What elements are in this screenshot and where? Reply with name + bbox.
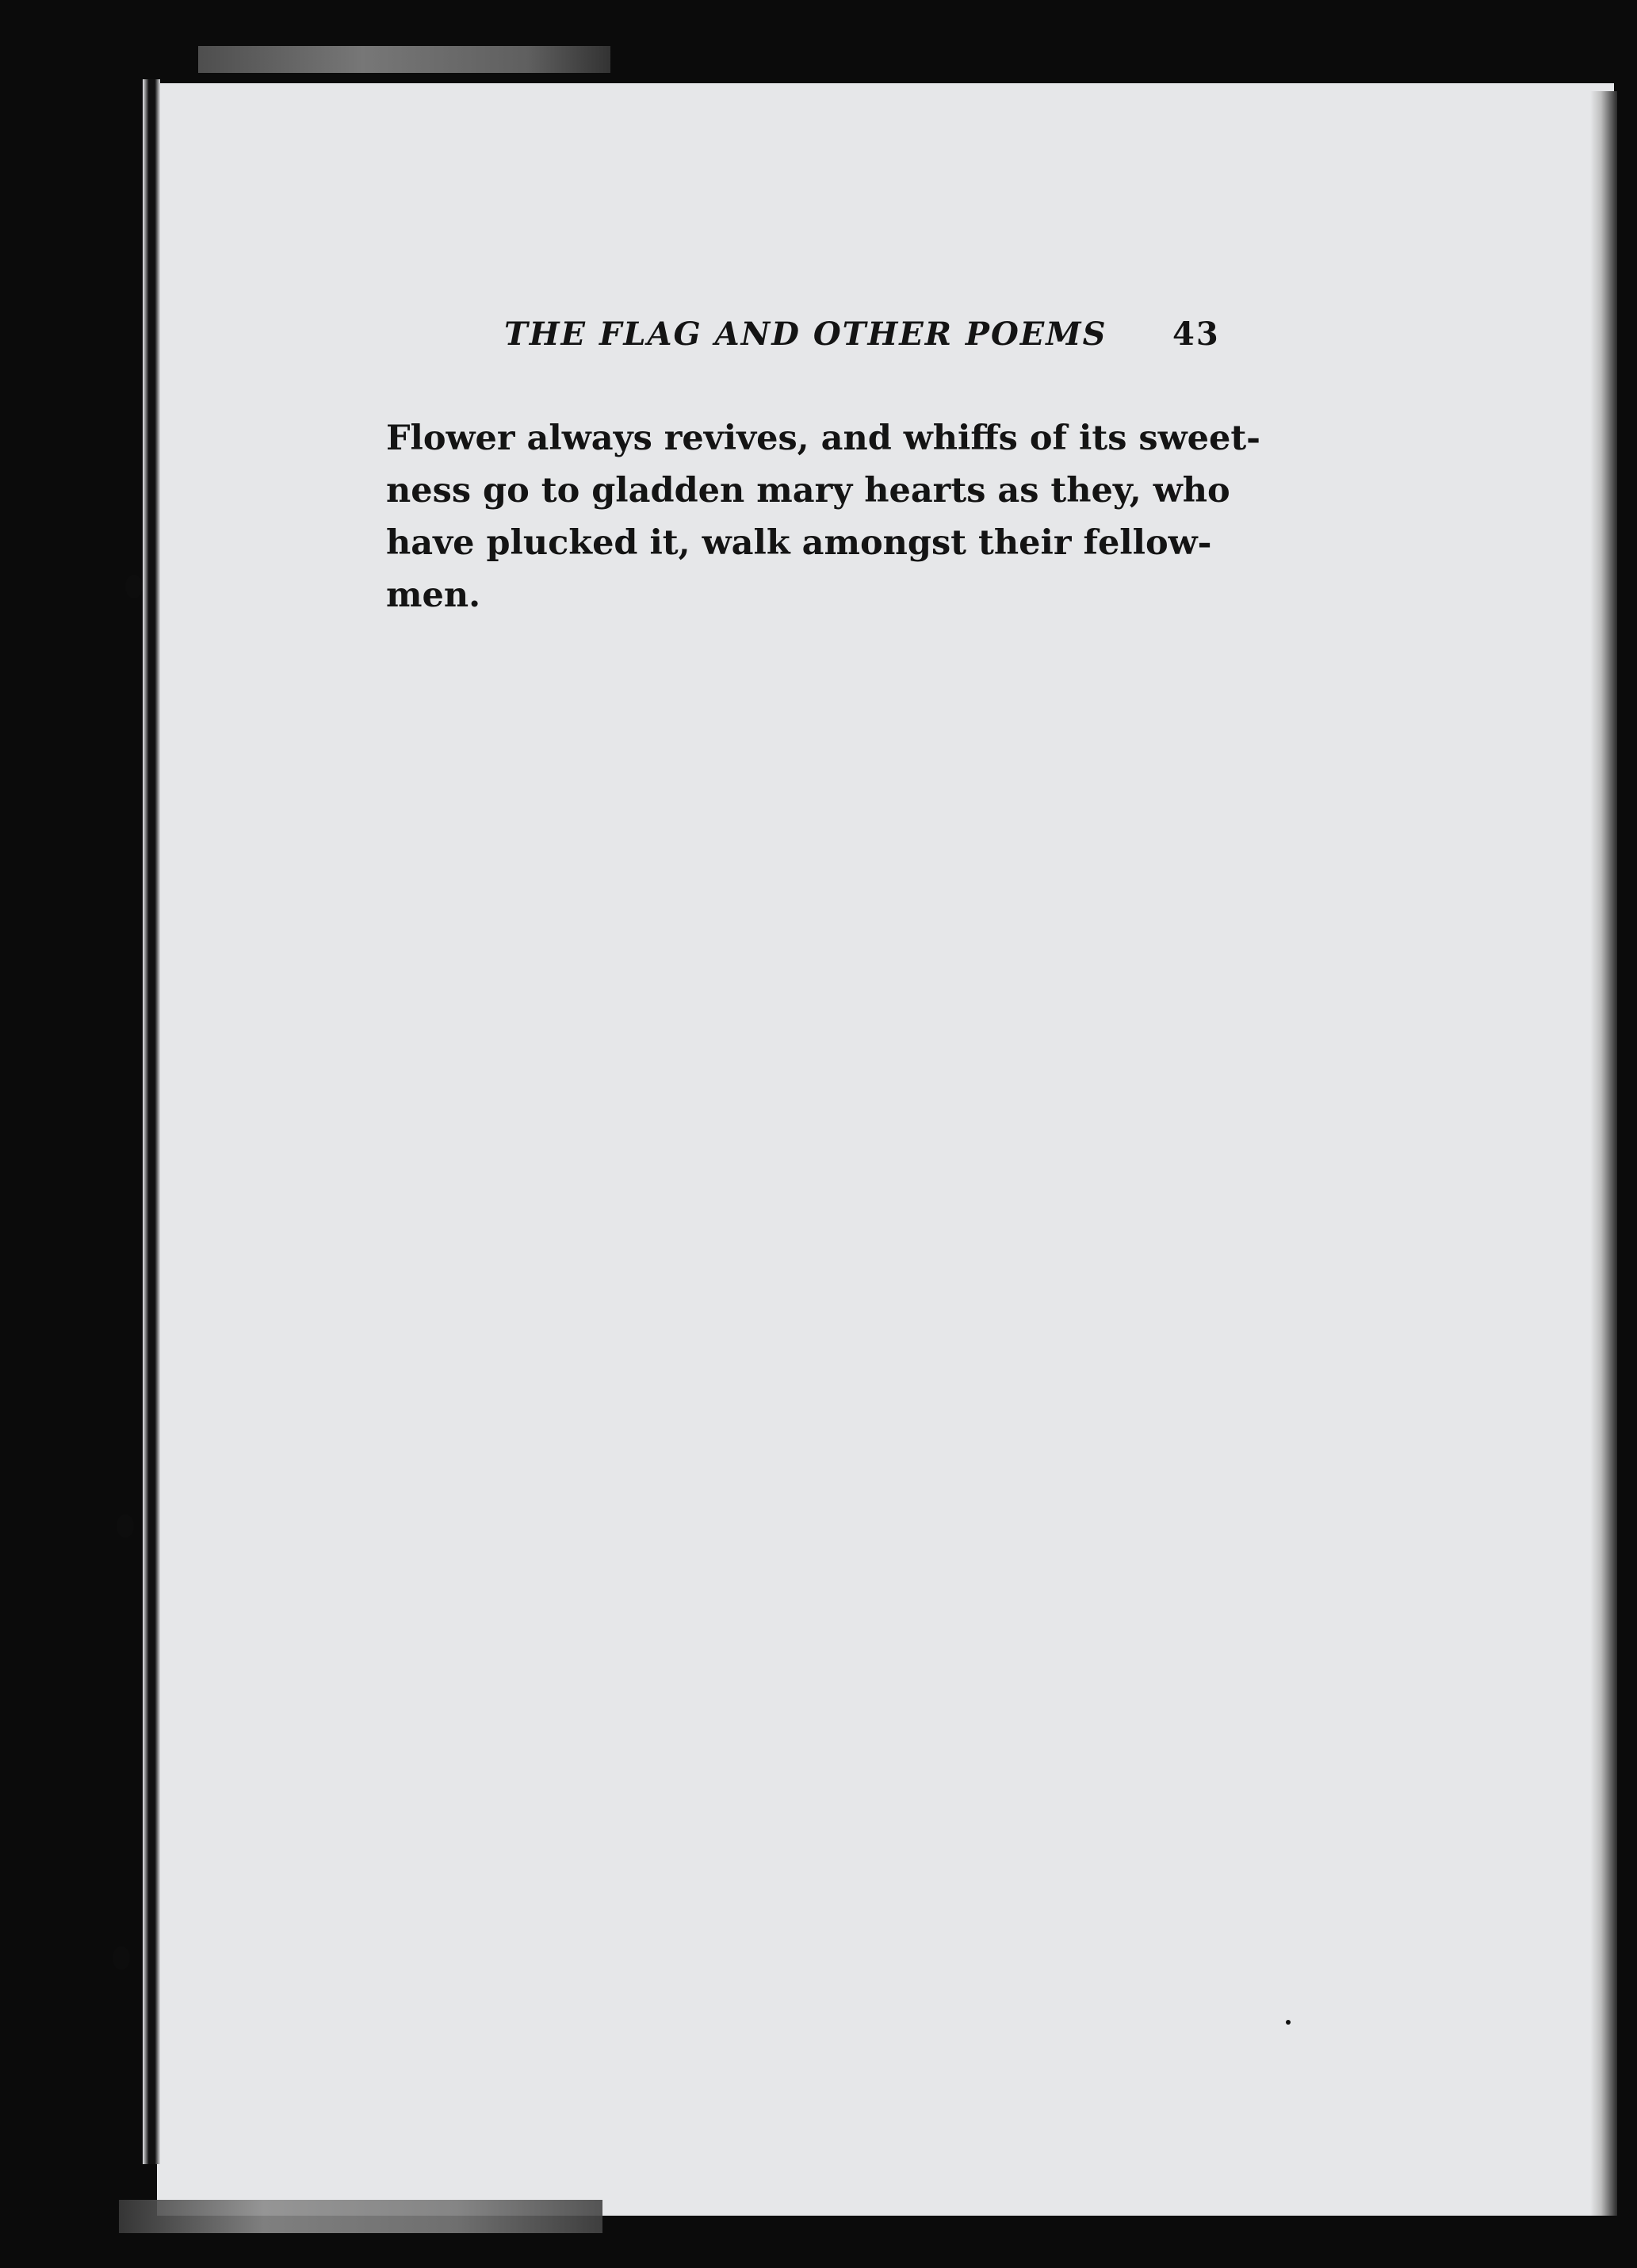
text-line: ness go to gladden mary hearts as they, who [386,471,1230,511]
page-number: 43 [1172,316,1220,353]
ink-blot [117,1514,134,1538]
body-paragraph [386,412,1261,622]
text-line: Flower always revives, and whiffs of its sweet- [386,419,1261,458]
scan-smear-top [198,46,610,73]
ink-blot [113,1946,130,1970]
dust-speck [1286,2020,1291,2025]
scan-smear-bottom [119,2200,602,2233]
ink-blot [125,575,143,599]
page-right-edge [1590,91,1617,2216]
page-header [504,316,1220,363]
binding-gutter-line [143,79,160,2164]
book-page [157,83,1614,2216]
text-line: have plucked it, walk amongst their fellow- [386,523,1212,563]
text-line: men. [386,576,481,615]
running-head: THE FLAG AND OTHER POEMS [504,316,1107,353]
